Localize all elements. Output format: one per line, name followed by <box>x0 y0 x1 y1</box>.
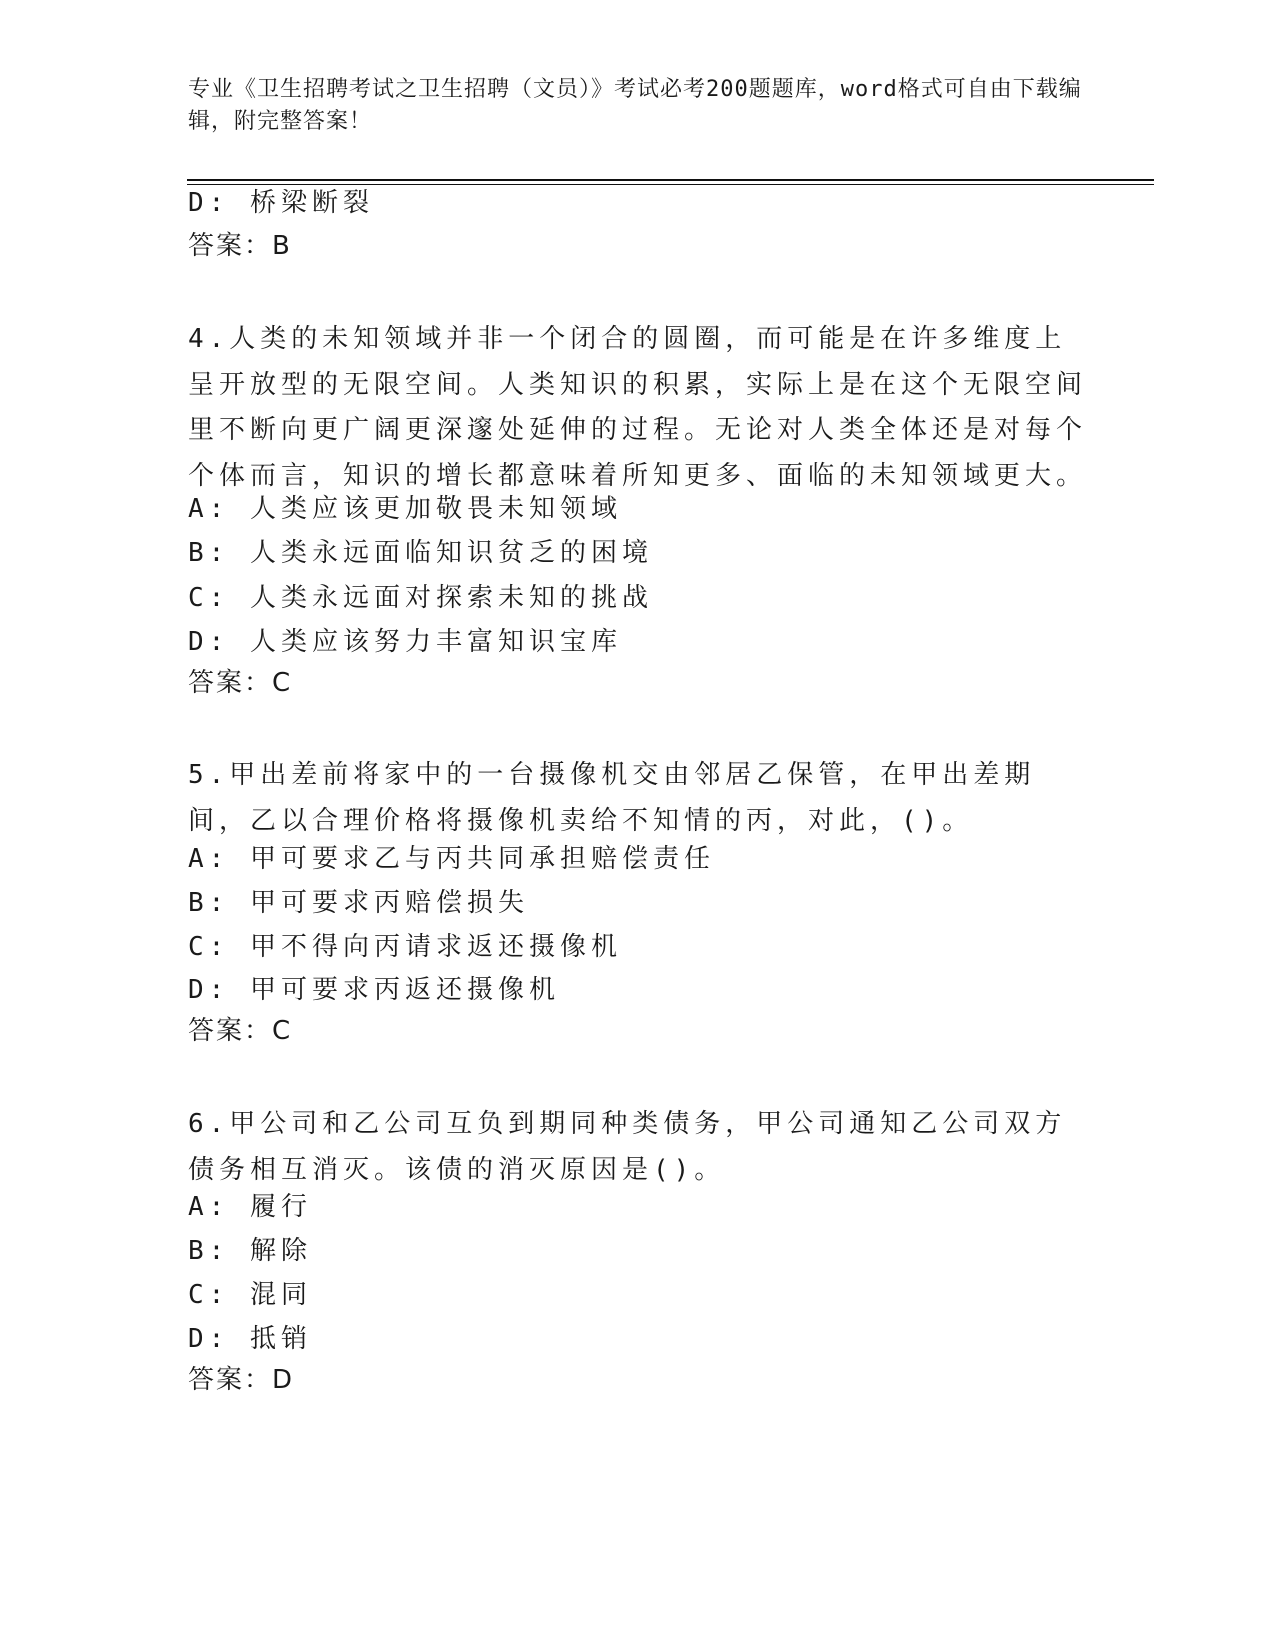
q5-option-a: A: 甲可要求乙与丙共同承担赔偿责任 <box>188 844 715 874</box>
q6-option-a: A: 履行 <box>188 1192 312 1222</box>
q4-option-a: A: 人类应该更加敬畏未知领域 <box>188 494 622 524</box>
q6-answer: 答案：D <box>188 1365 295 1395</box>
q5-option-b: B: 甲可要求丙赔偿损失 <box>188 888 529 918</box>
q5-answer: 答案：C <box>188 1016 293 1046</box>
q4-option-c: C: 人类永远面对探索未知的挑战 <box>188 583 653 613</box>
q4-option-d: D: 人类应该努力丰富知识宝库 <box>188 627 622 657</box>
q6-option-b: B: 解除 <box>188 1236 312 1266</box>
page-header: 专业《卫生招聘考试之卫生招聘（文员）》考试必考200题题库，word格式可自由下载编辑，附完整答案！ <box>188 77 1082 134</box>
q5-option-c: C: 甲不得向丙请求返还摄像机 <box>188 932 622 962</box>
q6-stem: 6.甲公司和乙公司互负到期同种类债务，甲公司通知乙公司双方债务相互消灭。该债的消灭原因是()。 <box>188 1109 1067 1185</box>
q4-answer: 答案：C <box>188 668 293 698</box>
q3-answer: 答案：B <box>188 231 292 261</box>
q3-option-d: D: 桥梁断裂 <box>188 188 374 218</box>
q5-stem: 5.甲出差前将家中的一台摄像机交由邻居乙保管，在甲出差期间，乙以合理价格将摄像机卖给不知情的丙，对此，()。 <box>188 760 1036 836</box>
q6-option-d: D: 抵销 <box>188 1324 312 1354</box>
q4-option-b: B: 人类永远面临知识贫乏的困境 <box>188 538 653 568</box>
header-divider-thin <box>187 184 1154 185</box>
q6-option-c: C: 混同 <box>188 1280 312 1310</box>
header-divider-thick <box>187 179 1154 181</box>
q4-stem: 4.人类的未知领域并非一个闭合的圆圈，而可能是在许多维度上呈开放型的无限空间。人类知识的积累，实际上是在这个无限空间里不断向更广阔更深邃处延伸的过程。无论对人类全体还是对每个个体而言，知识的增长都意味着所知更多、面临的未知领域更大。 <box>188 324 1088 491</box>
q5-option-d: D: 甲可要求丙返还摄像机 <box>188 975 560 1005</box>
